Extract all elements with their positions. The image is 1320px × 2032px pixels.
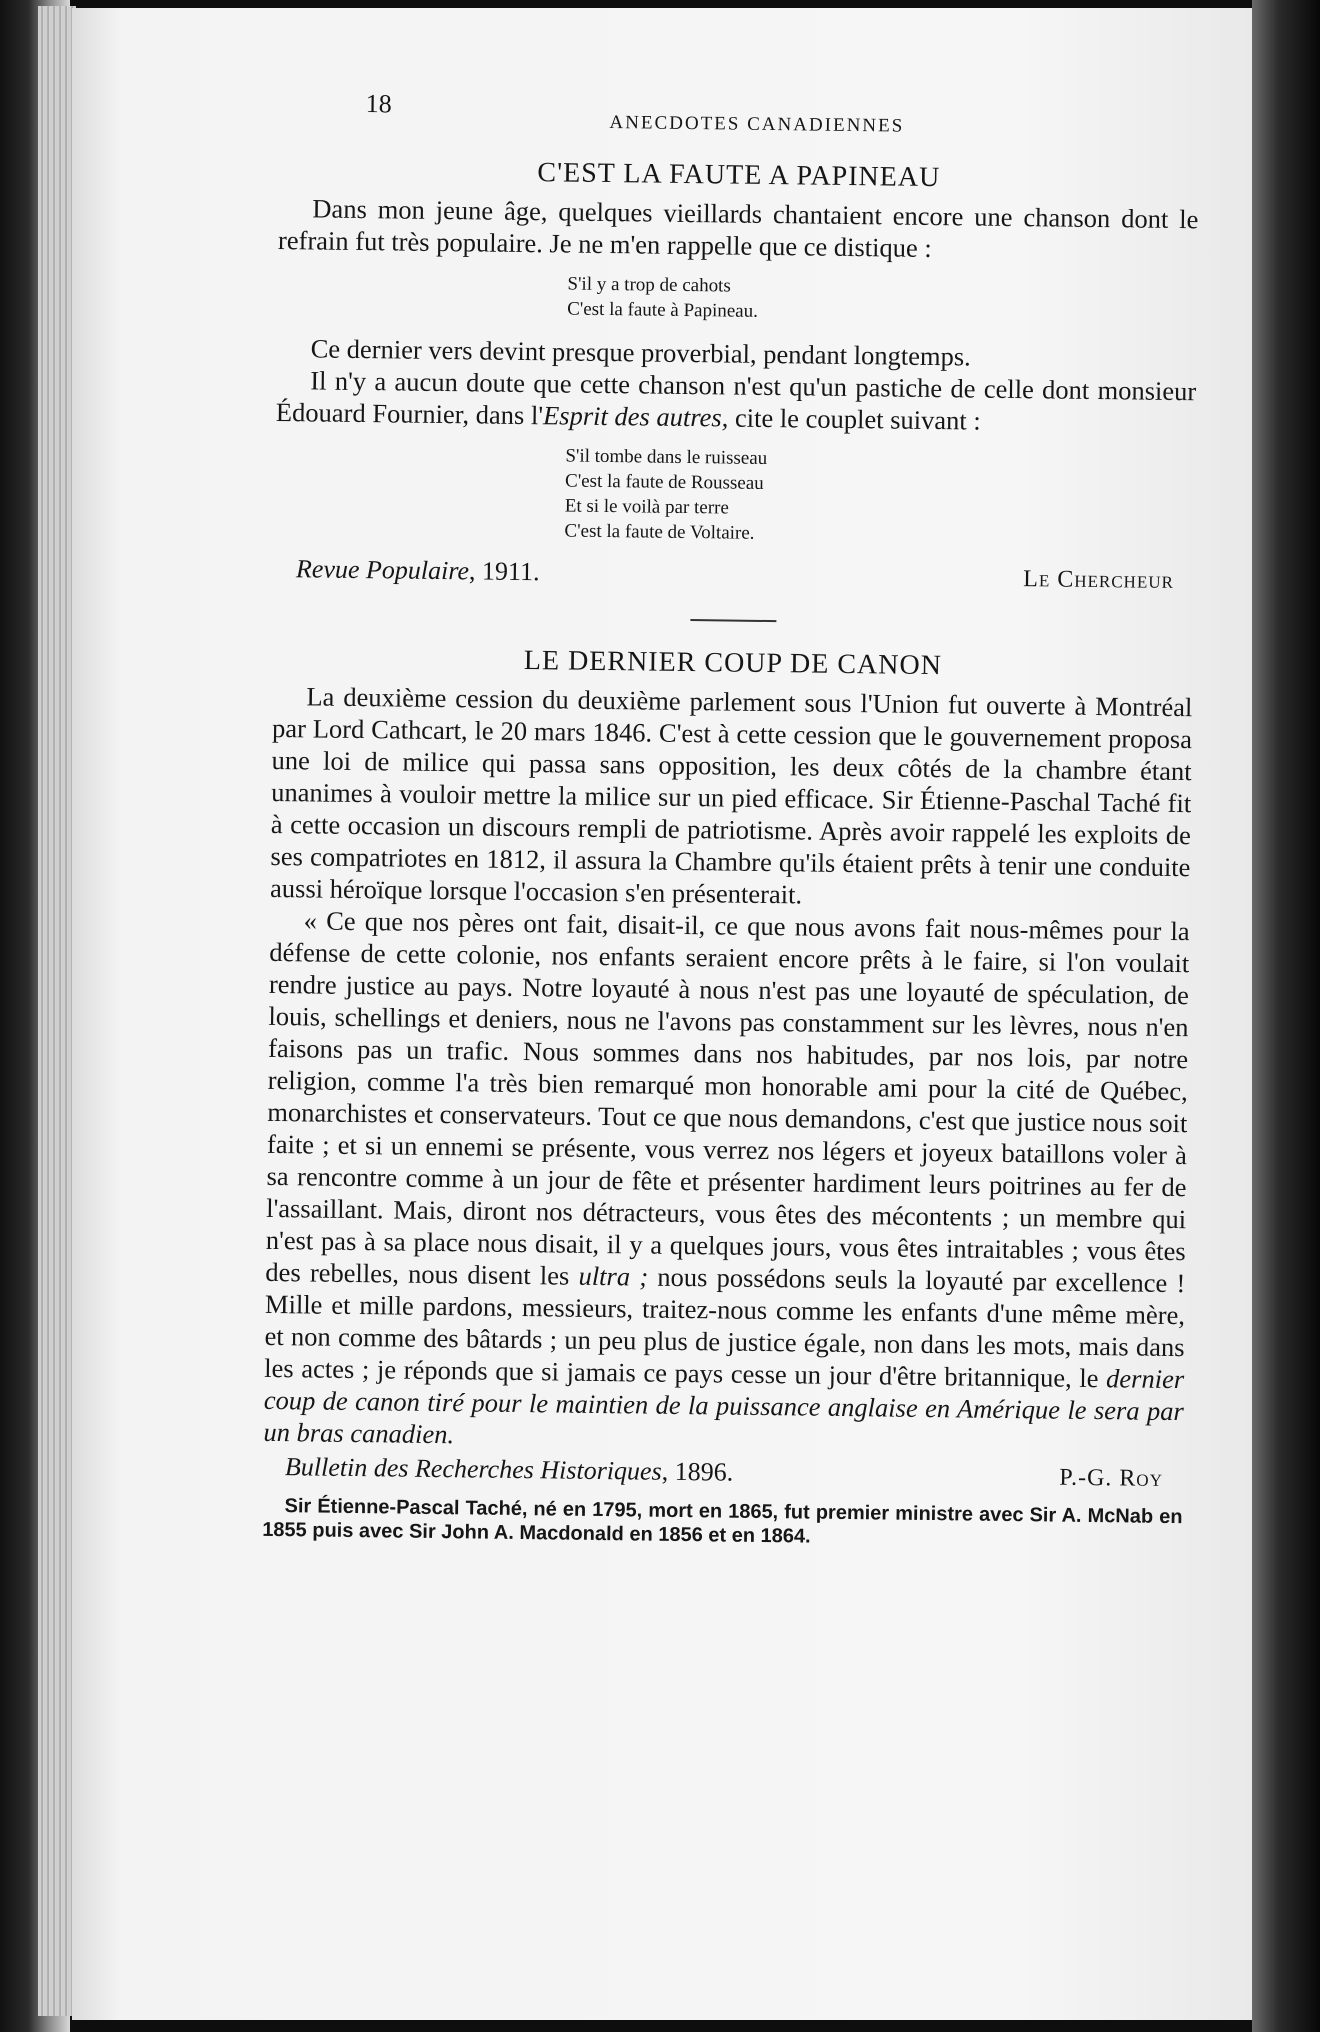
text-run: « Ce que nos pères ont fait, disait-il, ce que nous avons fait nous-mêmes pour la défense de cette colonie, nos enfants seraient encore prêts à le faire, si l'on voulait rendre justice au pays. Notre loyauté à nous n'est pas une loyauté de spéculation, de louis, schellings et deniers, nous ne l'avons pas constamment sur les lèvres, nous n'en faisons pas un trafic. Nous sommes dans nos habitudes, par nos lois, par notre religion, comme l'a très bien remarqué mon honorable ami pour la cité de Québec, monarchistes et conservateurs. Tout ce que nous demandons, c'est que justice nous soit faite ; et si un ennemi se présente, vous verrez nos légers et joyeux bataillons voler à sa rencontre comme à un jour de fête et présenter hardiment leurs poitrines au fer de l'assaillant. Mais, diront nos détracteurs, vous êtes des mécontents ; un membre qui n'est pas à sa place nous disait, il y a quelques jours, vous êtes intraitables ; vous êtes des rebelles, nous disent les [265, 905, 1190, 1291]
source-citation [263, 1452, 734, 1488]
author-name: P.-G. Roy [1059, 1464, 1164, 1492]
footnote: Sir Étienne-Pascal Taché, né en 1795, mort en 1865, fut premier ministre avec Sir A. McNab en 1855 puis avec Sir John A. Macdonald en 1856 et en 1864. [262, 1495, 1183, 1548]
author-name: Le Chercheur [1023, 566, 1175, 594]
italic-term: ultra ; [578, 1260, 649, 1292]
article-1-signature [274, 554, 1194, 595]
distich [567, 272, 1198, 330]
source-citation [274, 554, 540, 587]
page-edges [38, 6, 76, 2016]
article-1-paragraph-1: Dans mon jeune âge, quelques vieillards chantaient encore une chanson dont le refrain fut très populaire. Je ne m'en rappelle que ce distique : [277, 193, 1199, 263]
verse-line: C'est la faute de Voltaire. [564, 520, 755, 544]
article-2-title: LE DERNIER COUP DE CANON [523, 645, 943, 682]
article-2-signature [263, 1452, 1183, 1493]
article-1-paragraph-3 [276, 364, 1197, 439]
right-margin-shadow [1252, 0, 1320, 2032]
couplet [564, 444, 1195, 552]
section-divider [690, 619, 776, 622]
source-title: Bulletin des Recherches Historiques [284, 1452, 662, 1486]
running-head [279, 78, 1200, 139]
source-year: , 1896. [661, 1456, 734, 1487]
running-title: ANECDOTES CANADIENNES [609, 112, 905, 137]
book-title-italic: Esprit des autres, [542, 400, 729, 433]
text-run: nous possédons seuls la loyauté par excellence ! Mille et mille pardons, messieurs, traitez-nous comme les enfants d'une même mère, et non comme des bâtards ; un peu plus de justice égale, non dans les mots, mais dans les actes ; je réponds que si jamais ce pays cesse un jour d'être britannique, le [264, 1261, 1186, 1394]
article-1-title: C'EST LA FAUTE A PAPINEAU [537, 157, 941, 194]
source-title: Revue Populaire [295, 554, 470, 586]
article-1-paragraph-2: Ce dernier vers devint presque proverbial, pendant longtemps. [310, 333, 971, 372]
source-year: , 1911. [468, 556, 540, 587]
text-run: Il n'y a aucun doute que cette chanson n'est qu'un pastiche de celle dont monsieur Édouard Fournier, dans l' [275, 365, 1197, 431]
article-2-paragraph-1: La deuxième cession du deuxième parlement sous l'Union fut ouverte à Montréal par Lord Cathcart, le 20 mars 1846. C'est à cette cession que le gouvernement proposa une loi de milice qui passa sans opposition, les deux côtés de la chambre étant unanimes à vouloir mettre la milice sur un pied efficace. Sir Étienne-Paschal Taché fit à cette occasion un discours rempli de patriotisme. Après avoir rappelé les exploits de ses compatriotes en 1812, il assura la Chambre qu'ils étaient prêts à tenir une conduite aussi héroïque lorsque l'occasion s'en présenterait. [269, 681, 1193, 910]
page-number: 18 [365, 89, 392, 119]
text-run: cite le couplet suivant : [728, 402, 981, 436]
book-page [72, 8, 1252, 2020]
verse-line: Et si le voilà par terre [564, 495, 729, 519]
article-2-paragraph-2 [263, 904, 1190, 1459]
verse-line: C'est la faute à Papineau. [567, 298, 759, 322]
verse-line: C'est la faute de Rousseau [564, 470, 764, 494]
italic-quote: dernier coup de canon tiré pour le maintien de la puissance anglaise en Amérique le sera par un bras canadien. [263, 1363, 1185, 1450]
page-content [262, 78, 1200, 1553]
verse-line: S'il y a trop de cahots [567, 273, 731, 297]
verse-line: S'il tombe dans le ruisseau [565, 445, 768, 469]
